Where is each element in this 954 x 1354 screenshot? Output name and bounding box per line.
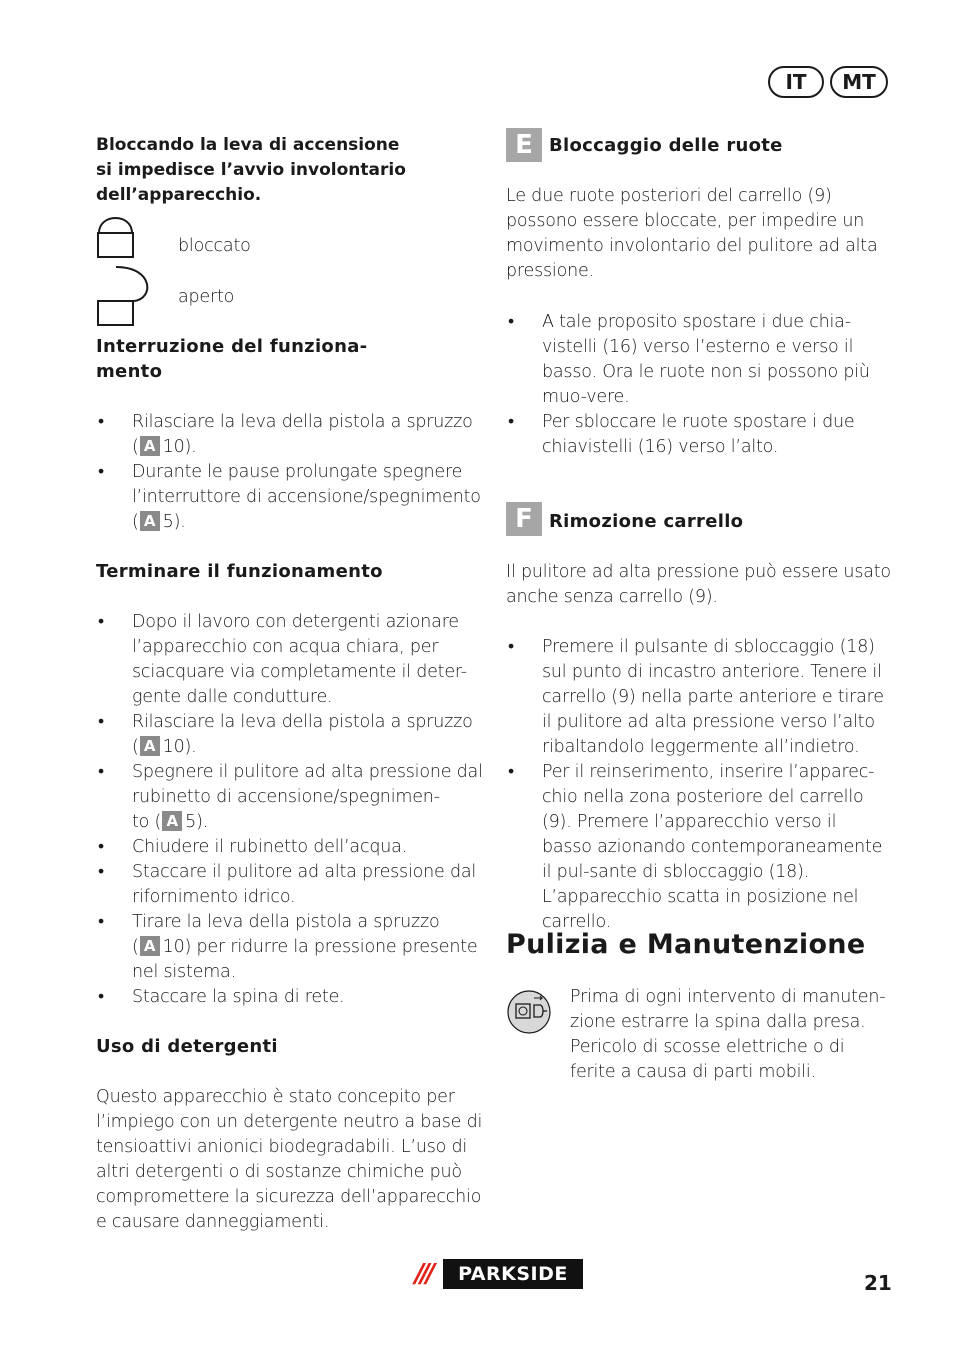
wheel-lock-body: Le due ruote posteriori del carrello (9) possono essere bloccate, per impedire un movimento involontario del pulitore ad alta pressione.	[506, 186, 878, 281]
padlock-closed-icon	[96, 211, 138, 259]
list-item: • Rilasciare la leva della pistola a spruzzo ( A 10).	[96, 710, 486, 760]
intro-line: dell’apparecchio.	[96, 185, 262, 205]
logo-brand-text: PARKSIDE	[458, 1263, 568, 1285]
wheel-lock-list	[506, 310, 891, 460]
unplug-warning-icon	[506, 989, 552, 1035]
section-title-wheel-lock: Bloccaggio delle ruote	[549, 135, 783, 156]
list-item: • Tirare la leva della pistola a spruzzo ( A 10) per ridurre la pressione presente nel sistema.	[96, 910, 486, 985]
section-letter-e: E	[506, 128, 542, 162]
list-item: • Chiudere il rubinetto dell’acqua.	[96, 835, 486, 860]
list-item: • A tale proposito spostare i due chia-vistelli (16) verso l’esterno e verso il basso. Ora le ruote non si possono più muo-vere.	[506, 310, 891, 410]
parkside-logo	[403, 1259, 583, 1289]
list-item: • Staccare la spina di rete.	[96, 985, 486, 1010]
padlock-open-icon	[96, 264, 152, 328]
intro-line: Bloccando la leva di accensione	[96, 135, 400, 155]
list-item: • Per il reinserimento, inserire l’apparec-chio nella zona posteriore del carrello (9). Premere l’apparecchio verso il basso azionando contemporaneamente il pul-sante di sbloccaggio (18). L’apparecchio scatta in posizione nel carrello.	[506, 760, 891, 935]
intro-line: si impedisce l’avvio involontario	[96, 160, 406, 180]
list-item: • Premere il pulsante di sbloccaggio (18) sul punto di incastro anteriore. Tenere il carrello (9) nella parte anteriore e tirare il pulitore ad alta pressione verso l’alto ribaltandolo leggermente all’indietro.	[506, 635, 891, 760]
language-badge-mt: MT	[830, 66, 888, 98]
list-item: • Per sbloccare le ruote spostare i due chiavistelli (16) verso l’alto.	[506, 410, 891, 460]
list-item: • Dopo il lavoro con detergenti azionare l’apparecchio con acqua chiara, per sciacquare via completamente il deter-gente dalle condutture.	[96, 610, 486, 710]
terminate-list	[96, 610, 486, 1010]
maintenance-warning-text: Prima di ogni intervento di manuten-zione estrarre la spina dalla presa. Pericolo di scosse elettriche o di ferite a causa di parti mobili.	[570, 987, 886, 1082]
section-title-interruption: Interruzione del funziona- mento	[96, 336, 368, 382]
legend-open-label: aperto	[178, 287, 235, 307]
logo-stripes-icon: ///	[403, 1259, 443, 1289]
figure-ref-badge: A	[140, 936, 160, 956]
figure-ref-badge: A	[162, 811, 182, 831]
detergents-body: Questo apparecchio è stato concepito per l’impiego con un detergente neutro a base di tensioattivi anionici biodegradabili. L’uso di altri detergenti o di sostanze chimiche può compromettere la sicurezza dell’apparecchio e causare danneggiamenti.	[96, 1087, 483, 1232]
figure-ref-badge: A	[140, 436, 160, 456]
page-number: 21	[864, 1271, 892, 1295]
figure-ref-badge: A	[140, 736, 160, 756]
list-item: • Durante le pause prolungate spegnere l’interruttore di accensione/spegnimento ( A 5).	[96, 460, 486, 535]
language-badge-it: IT	[768, 66, 824, 98]
list-item: • Spegnere il pulitore ad alta pressione dal rubinetto di accensione/spegnimen- to ( A 5).	[96, 760, 486, 835]
remove-cart-list	[506, 635, 891, 935]
heading-maintenance: Pulizia e Manutenzione	[506, 929, 866, 960]
intro-bold-text	[96, 133, 486, 208]
section-title-terminate: Terminare il funzionamento	[96, 561, 383, 582]
section-title-detergents: Uso di detergenti	[96, 1036, 278, 1057]
section-letter-f: F	[506, 502, 542, 536]
figure-ref-badge: A	[140, 511, 160, 531]
list-item: • Staccare il pulitore ad alta pressione dal rifornimento idrico.	[96, 860, 486, 910]
remove-cart-body: Il pulitore ad alta pressione può essere usato anche senza carrello (9).	[506, 562, 891, 607]
section-title-remove-cart: Rimozione carrello	[549, 511, 744, 532]
list-item: • Rilasciare la leva della pistola a spruzzo ( A 10).	[96, 410, 486, 460]
interruption-list	[96, 410, 486, 535]
legend-locked-label: bloccato	[178, 236, 251, 256]
